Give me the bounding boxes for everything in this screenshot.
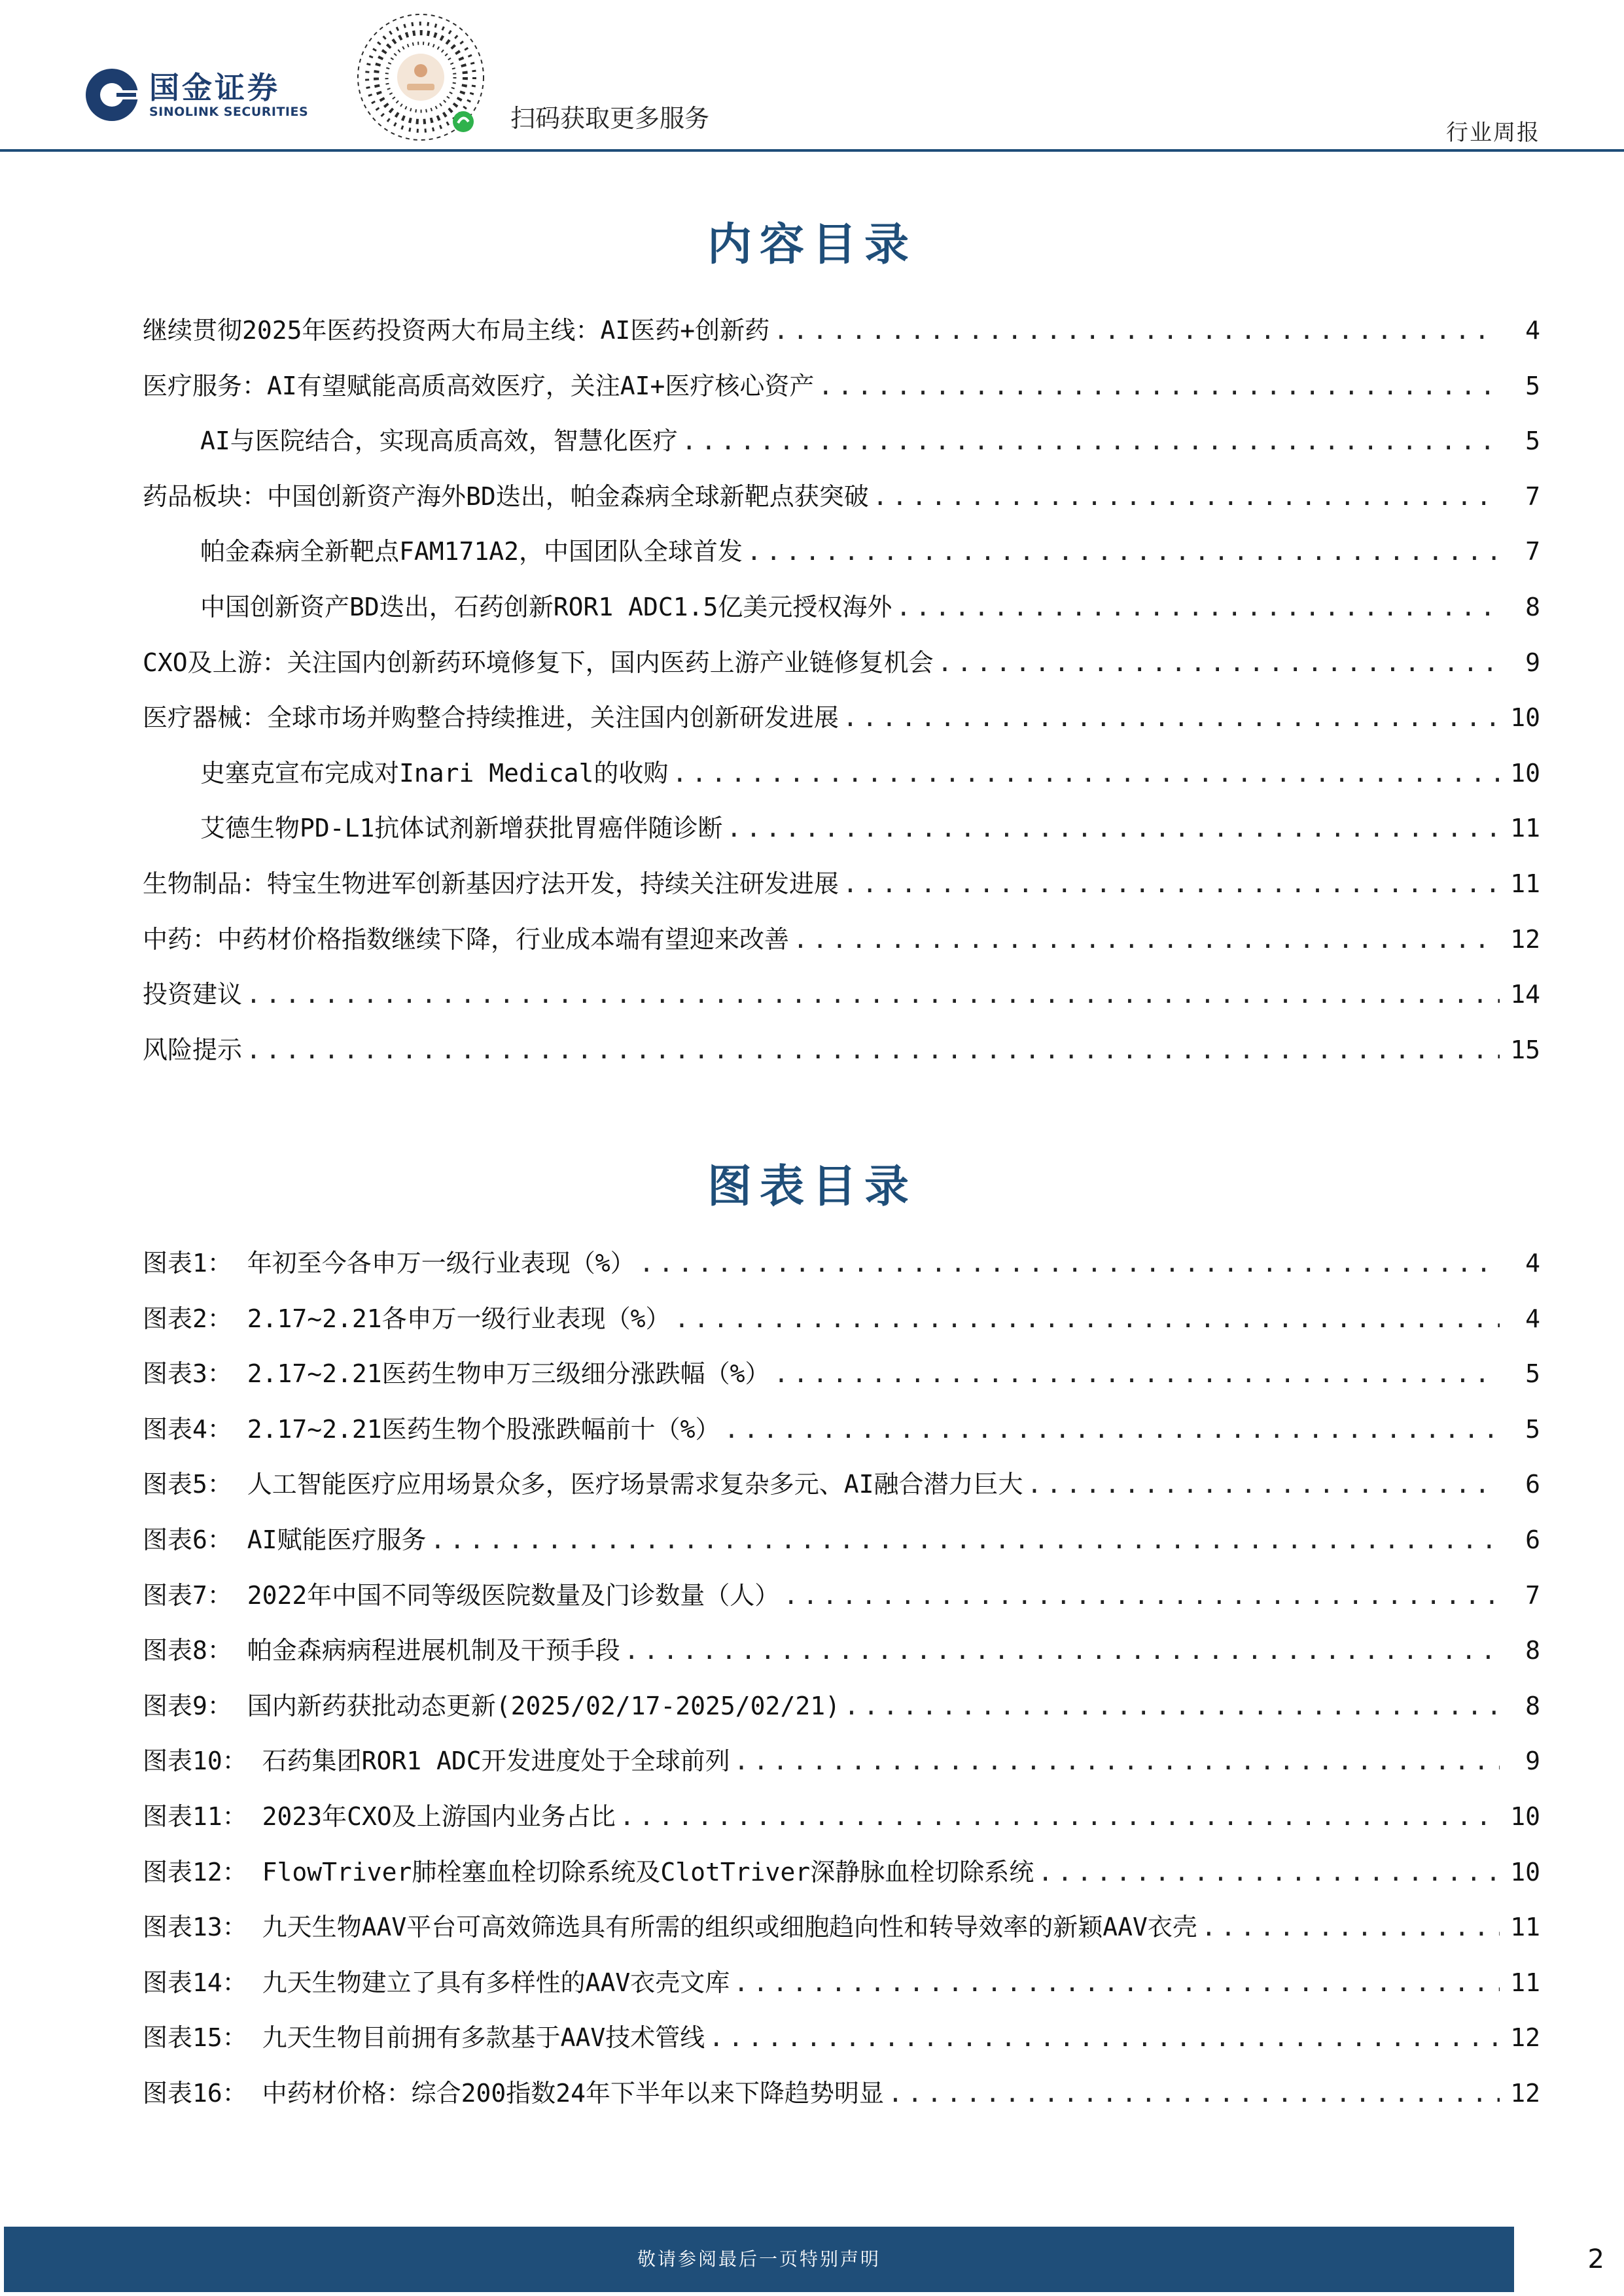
toc-entry[interactable] [143, 974, 1540, 1030]
toc-entry-page: 11 [1510, 814, 1540, 843]
qr-code-icon[interactable] [352, 10, 489, 144]
figure-entry[interactable] [143, 1464, 1540, 1520]
dot-leader [844, 1692, 1500, 1720]
figure-entry[interactable] [143, 1796, 1540, 1852]
toc-entry-page: 15 [1510, 1035, 1540, 1064]
figure-entry-page: 8 [1525, 1636, 1540, 1665]
toc-entry-title: 医疗器械：全球市场并购整合持续推进，关注国内创新研发进展 [143, 703, 839, 733]
figure-entry-title: 图表1： 年初至今各申万一级行业表现（%） [143, 1249, 635, 1278]
toc-entry-page: 4 [1525, 316, 1540, 345]
figure-entry-page: 12 [1510, 2023, 1540, 2053]
toc-entry[interactable] [143, 531, 1540, 587]
figure-entry[interactable] [143, 1520, 1540, 1575]
figure-entry-title: 图表11： 2023年CXO及上游国内业务占比 [143, 1801, 616, 1831]
dot-leader [793, 925, 1500, 954]
dot-leader [639, 1249, 1500, 1278]
toc-entry[interactable] [143, 476, 1540, 532]
dot-leader [1201, 1913, 1500, 1941]
toc-entry[interactable] [143, 863, 1540, 919]
toc-entry-title: 药品板块：中国创新资产海外BD迭出，帕金森病全球新靶点获突破 [143, 481, 869, 511]
toc-entry[interactable] [143, 808, 1540, 863]
toc-entry-title: CXO及上游：关注国内创新药环境修复下，国内医药上游产业链修复机会 [143, 648, 934, 677]
figure-entry[interactable] [143, 1353, 1540, 1409]
company-logo [84, 65, 308, 124]
toc-entry[interactable] [143, 1030, 1540, 1085]
dot-leader [747, 537, 1500, 566]
toc-entry-page: 7 [1525, 481, 1540, 511]
toc-entry-title: 中国创新资产BD迭出，石药创新ROR1 ADC1.5亿美元授权海外 [200, 592, 892, 621]
figure-entry-title: 图表2： 2.17~2.21各申万一级行业表现（%） [143, 1304, 671, 1333]
figure-entry-page: 4 [1525, 1249, 1540, 1278]
header-divider [0, 149, 1624, 152]
figure-entry-title: 图表6： AI赋能医疗服务 [143, 1525, 427, 1554]
dot-leader [733, 1968, 1500, 1997]
toc-entry-title: AI与医院结合，实现高质高效，智慧化医疗 [200, 426, 678, 456]
toc-entry-title: 医疗服务：AI有望赋能高质高效医疗，关注AI+医疗核心资产 [143, 371, 815, 400]
figure-entry-page: 12 [1510, 2078, 1540, 2108]
toc-entry-page: 8 [1525, 592, 1540, 621]
toc-entry[interactable] [143, 421, 1540, 476]
figure-entry[interactable] [143, 1243, 1540, 1298]
toc-entry-title: 生物制品：特宝生物进军创新基因疗法开发，持续关注研发进展 [143, 869, 839, 898]
figures-toc-title: 图表目录 [707, 1160, 917, 1213]
dot-leader [734, 1747, 1500, 1775]
dot-leader [783, 1581, 1500, 1610]
dot-leader [246, 1035, 1500, 1064]
figure-entry-title: 图表14： 九天生物建立了具有多样性的AAV衣壳文库 [143, 1968, 730, 1997]
toc-entry-page: 10 [1510, 758, 1540, 788]
figure-entry-title: 图表12： FlowTriver肺栓塞血栓切除系统及ClotTriver深静脉血栓切除系统 [143, 1857, 1034, 1887]
figure-entry-page: 5 [1525, 1359, 1540, 1389]
toc-entry[interactable] [143, 697, 1540, 753]
figure-entry-page: 5 [1525, 1414, 1540, 1444]
figure-entry-page: 7 [1525, 1580, 1540, 1610]
toc-entry-title: 史塞克宣布完成对Inari Medical的收购 [200, 758, 669, 788]
figure-entry[interactable] [143, 2017, 1540, 2073]
dot-leader [724, 1415, 1500, 1444]
contents-list [143, 310, 1540, 1085]
dot-leader [1027, 1470, 1500, 1499]
document-type-label: 行业周报 [1446, 120, 1540, 146]
dot-leader [818, 372, 1500, 400]
figure-entry[interactable] [143, 1741, 1540, 1796]
figure-entry-page: 11 [1510, 1913, 1540, 1942]
toc-entry-title: 风险提示 [143, 1035, 243, 1064]
figure-entry-page: 8 [1525, 1691, 1540, 1720]
logo-chinese-name: 国金证券 [149, 70, 280, 105]
toc-entry-page: 9 [1525, 648, 1540, 677]
figure-entry-page: 10 [1510, 1801, 1540, 1831]
sinolink-logo-icon [84, 67, 140, 123]
dot-leader [843, 869, 1500, 898]
dot-leader [620, 1802, 1500, 1831]
toc-entry[interactable] [143, 753, 1540, 809]
figure-entry-title: 图表15： 九天生物目前拥有多款基于AAV技术管线 [143, 2023, 705, 2053]
disclaimer-note: 敬请参阅最后一页特别声明 [637, 2248, 881, 2270]
dot-leader [896, 593, 1500, 621]
page-footer [4, 2227, 1620, 2292]
toc-entry-page: 5 [1525, 371, 1540, 400]
dot-leader [246, 980, 1500, 1009]
toc-entry-page: 12 [1510, 924, 1540, 954]
figure-entry-page: 6 [1525, 1470, 1540, 1499]
toc-entry-title: 帕金森病全新靶点FAM171A2，中国团队全球首发 [200, 537, 743, 566]
dot-leader [682, 426, 1500, 455]
logo-english-name: SINOLINK SECURITIES [149, 105, 309, 119]
toc-entry-page: 14 [1510, 980, 1540, 1009]
toc-entry-title: 艾德生物PD-L1抗体试剂新增获批胃癌伴随诊断 [200, 814, 723, 843]
dot-leader [709, 2023, 1500, 2052]
figure-entry-title: 图表8： 帕金森病病程进展机制及干预手段 [143, 1636, 620, 1665]
figure-entry-title: 图表13： 九天生物AAV平台可高效筛选具有所需的组织或细胞趋向性和转导效率的新颖AAV衣壳 [143, 1913, 1197, 1942]
figure-entry[interactable] [143, 1409, 1540, 1465]
toc-entry-title: 投资建议 [143, 980, 243, 1009]
toc-entry-page: 11 [1510, 869, 1540, 898]
dot-leader [672, 759, 1500, 788]
dot-leader [624, 1636, 1500, 1665]
toc-entry[interactable] [143, 366, 1540, 421]
figure-entry-title: 图表5： 人工智能医疗应用场景众多，医疗场景需求复杂多元、AI融合潜力巨大 [143, 1470, 1023, 1499]
figure-entry-page: 9 [1525, 1747, 1540, 1776]
dot-leader [1038, 1858, 1500, 1887]
figure-entry-title: 图表9： 国内新药获批动态更新(2025/02/17-2025/02/21) [143, 1691, 840, 1720]
figure-entry[interactable] [143, 1298, 1540, 1354]
figure-entry[interactable] [143, 1907, 1540, 1962]
figure-entry-page: 11 [1510, 1968, 1540, 1997]
dot-leader [726, 814, 1500, 843]
toc-entry[interactable] [143, 642, 1540, 698]
figure-entry-page: 4 [1525, 1304, 1540, 1333]
dot-leader [675, 1304, 1500, 1333]
figure-entry[interactable] [143, 1575, 1540, 1631]
figures-list [143, 1243, 1540, 2129]
page-number: 2 [1587, 2244, 1604, 2274]
figure-entry[interactable] [143, 1686, 1540, 1741]
figure-entry[interactable] [143, 1852, 1540, 1907]
dot-leader [888, 2079, 1500, 2108]
toc-entry-title: 中药：中药材价格指数继续下降，行业成本端有望迎来改善 [143, 924, 790, 954]
toc-entry-title: 继续贯彻2025年医药投资两大布局主线：AI医药+创新药 [143, 316, 770, 345]
dot-leader [938, 648, 1500, 677]
dot-leader [774, 1359, 1500, 1388]
dot-leader [773, 316, 1500, 345]
figure-entry-title: 图表10： 石药集团ROR1 ADC开发进度处于全球前列 [143, 1747, 730, 1776]
page-header [0, 0, 1624, 154]
figure-entry-title: 图表4： 2.17~2.21医药生物个股涨跌幅前十（%） [143, 1414, 720, 1444]
figure-entry[interactable] [143, 1962, 1540, 2018]
figure-entry-title: 图表7： 2022年中国不同等级医院数量及门诊数量（人） [143, 1580, 780, 1610]
dot-leader [843, 703, 1500, 732]
figure-entry[interactable] [143, 1630, 1540, 1686]
toc-entry[interactable] [143, 919, 1540, 975]
dot-leader [431, 1525, 1500, 1554]
toc-entry[interactable] [143, 587, 1540, 642]
toc-entry-page: 7 [1525, 537, 1540, 566]
figure-entry-title: 图表3： 2.17~2.21医药生物申万三级细分涨跌幅（%） [143, 1359, 770, 1389]
toc-entry[interactable] [143, 310, 1540, 366]
qr-caption: 扫码获取更多服务 [510, 104, 710, 133]
toc-entry-page: 10 [1510, 703, 1540, 733]
dot-leader [873, 482, 1500, 511]
toc-entry-page: 5 [1525, 426, 1540, 456]
toc-title: 内容目录 [707, 218, 917, 271]
figure-entry-page: 10 [1510, 1857, 1540, 1887]
figure-entry[interactable] [143, 2073, 1540, 2129]
figure-entry-page: 6 [1525, 1525, 1540, 1554]
figure-entry-title: 图表16： 中药材价格：综合200指数24年下半年以来下降趋势明显 [143, 2078, 885, 2108]
